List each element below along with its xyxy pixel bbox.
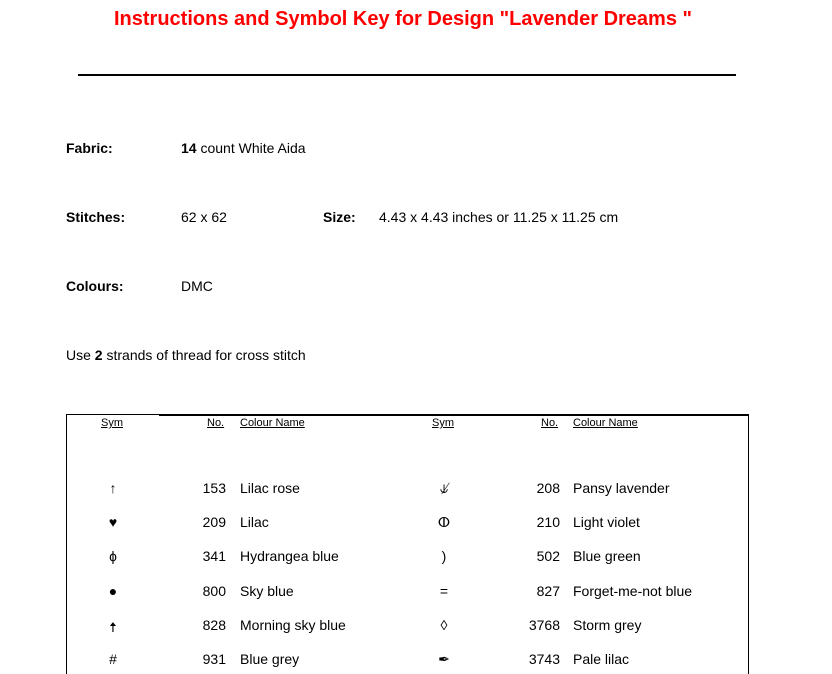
colour-name: Lilac [240,514,269,530]
colours-label: Colours: [66,278,124,294]
strands-post: strands of thread for cross stitch [102,347,306,363]
colour-number: 800 [202,583,226,599]
m-hook-icon: ⵀ [437,514,451,530]
colour-number: 209 [202,514,226,530]
paren-icon: ) [441,548,447,564]
colour-name: Pale lilac [573,651,630,667]
header-sym-right: Sym [432,417,454,429]
strands-pre: Use [66,347,95,363]
stitches-label: Stitches: [66,209,126,225]
equals-icon: = [439,583,449,599]
colour-number: 931 [202,651,226,667]
colour-name: Blue grey [240,651,300,667]
colour-name: Storm grey [573,617,642,633]
colour-number: 3768 [528,617,560,633]
header-no-left: No. [207,417,225,429]
anchor-icon: ⫝̸ [439,480,449,496]
title-divider [78,74,736,76]
table-top-border-left [66,414,159,415]
size-value: 4.43 x 4.43 inches or 11.25 x 11.25 cm [379,209,619,225]
colour-number: 827 [536,583,560,599]
diamond-icon: ◊ [440,617,448,633]
fabric-label: Fabric: [66,140,113,156]
fabric-count: 14 [181,140,197,156]
header-name-right: Colour Name [573,417,638,429]
colour-number: 153 [202,480,226,496]
heart-icon: ♥ [108,514,118,530]
table-row [0,581,832,603]
fabric-value [181,140,306,156]
header-sym-left: Sym [101,417,123,429]
colour-number: 208 [536,480,560,496]
colours-value: DMC [181,278,213,294]
strands-instruction [66,347,306,363]
colour-number: 210 [536,514,560,530]
table-row [0,478,832,500]
table-row [0,546,832,568]
header-no-right: No. [541,417,559,429]
bold-up-arrow-icon: 🠅 [109,619,117,635]
colour-name: Lilac rose [240,480,300,496]
colour-number: 502 [536,548,560,564]
colour-name: Morning sky blue [240,617,346,633]
table-row [0,615,832,637]
header-name-left: Colour Name [240,417,305,429]
strands-count: 2 [94,347,103,363]
hash-icon: # [109,651,117,667]
colour-name: Sky blue [240,583,294,599]
colour-name: Forget-me-not blue [573,583,693,599]
phi-icon: ɸ [109,548,117,564]
pen-nib-icon: ✒ [438,651,450,667]
filled-circle-icon: ● [108,583,118,599]
colour-number: 3743 [528,651,560,667]
colour-name: Hydrangea blue [240,548,339,564]
table-row [0,649,832,671]
colour-name: Blue green [573,548,641,564]
size-label: Size: [323,209,356,225]
table-top-border-right [159,414,748,416]
colour-name: Pansy lavender [573,480,670,496]
colour-number: 828 [202,617,226,633]
colour-number: 341 [202,548,226,564]
colour-name: Light violet [573,514,640,530]
up-arrow-icon: ↑ [109,480,117,496]
stitches-value: 62 x 62 [181,209,227,225]
fabric-description: count White Aida [196,140,306,156]
table-row [0,512,832,534]
page-title: Instructions and Symbol Key for Design "Lavender Dreams " [114,8,692,30]
